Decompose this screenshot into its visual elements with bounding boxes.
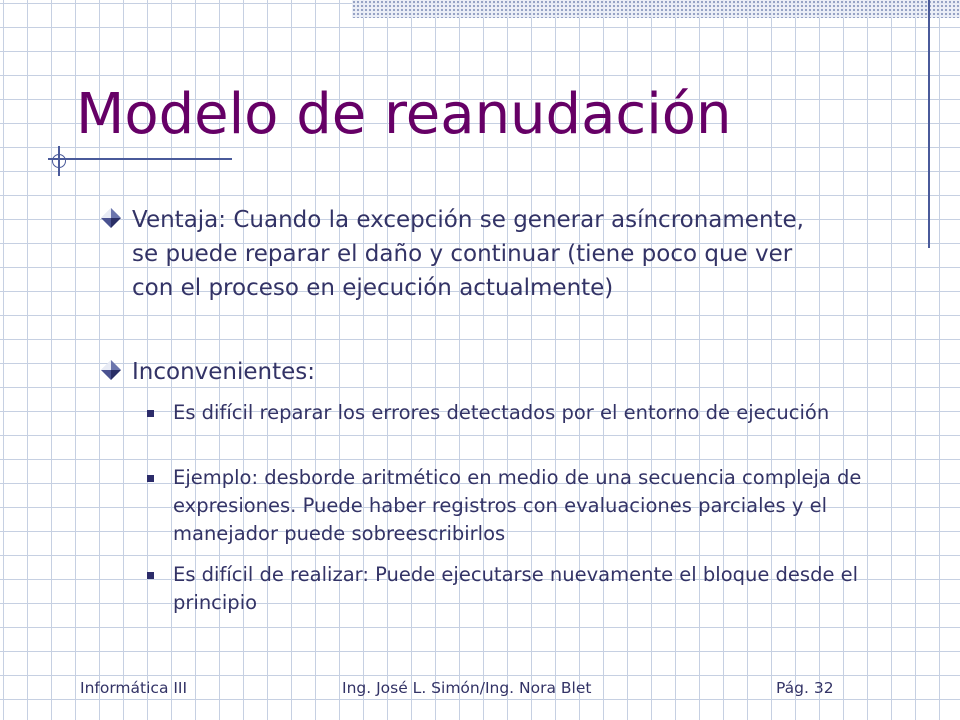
sub-bullet-item: [173, 561, 903, 617]
square-bullet-icon: [147, 572, 154, 579]
footer-authors: Ing. José L. Simón/Ing. Nora Blet: [342, 679, 592, 697]
sub-bullet-item: [173, 464, 903, 548]
bullet-text: Inconvenientes:: [132, 359, 316, 385]
crosshair-circle-icon: [52, 154, 66, 168]
square-bullet-icon: [147, 475, 154, 482]
sub-bullet-item: [173, 399, 903, 427]
slide-title: Modelo de reanudación: [76, 82, 732, 147]
vertical-accent-line: [928, 0, 930, 248]
diamond-bullet-icon: [100, 207, 122, 229]
bullet-ventaja: [132, 203, 822, 305]
sub-bullet-text: Es difícil de realizar: Puede ejecutarse nuevamente el bloque desde el principio: [173, 563, 859, 614]
bullet-text: Ventaja: Cuando la excepción se generar asíncronamente, se puede reparar el daño y continuar (tiene poco que ver con el proceso en ejecución actualmente): [132, 207, 804, 301]
square-bullet-icon: [147, 410, 154, 417]
title-underline: [48, 158, 232, 160]
diamond-bullet-icon: [100, 359, 122, 381]
bullet-inconvenientes: [132, 355, 822, 389]
sub-bullet-text: Ejemplo: desborde aritmético en medio de una secuencia compleja de expresiones. Puede haber registros con evaluaciones parciales y el manejador puede sobreescribirlos: [173, 466, 862, 545]
footer-course: Informática III: [80, 679, 188, 697]
sub-bullet-text: Es difícil reparar los errores detectados por el entorno de ejecución: [173, 401, 830, 424]
footer-page-number: Pág. 32: [776, 679, 834, 697]
dotted-header-band: [352, 0, 960, 18]
